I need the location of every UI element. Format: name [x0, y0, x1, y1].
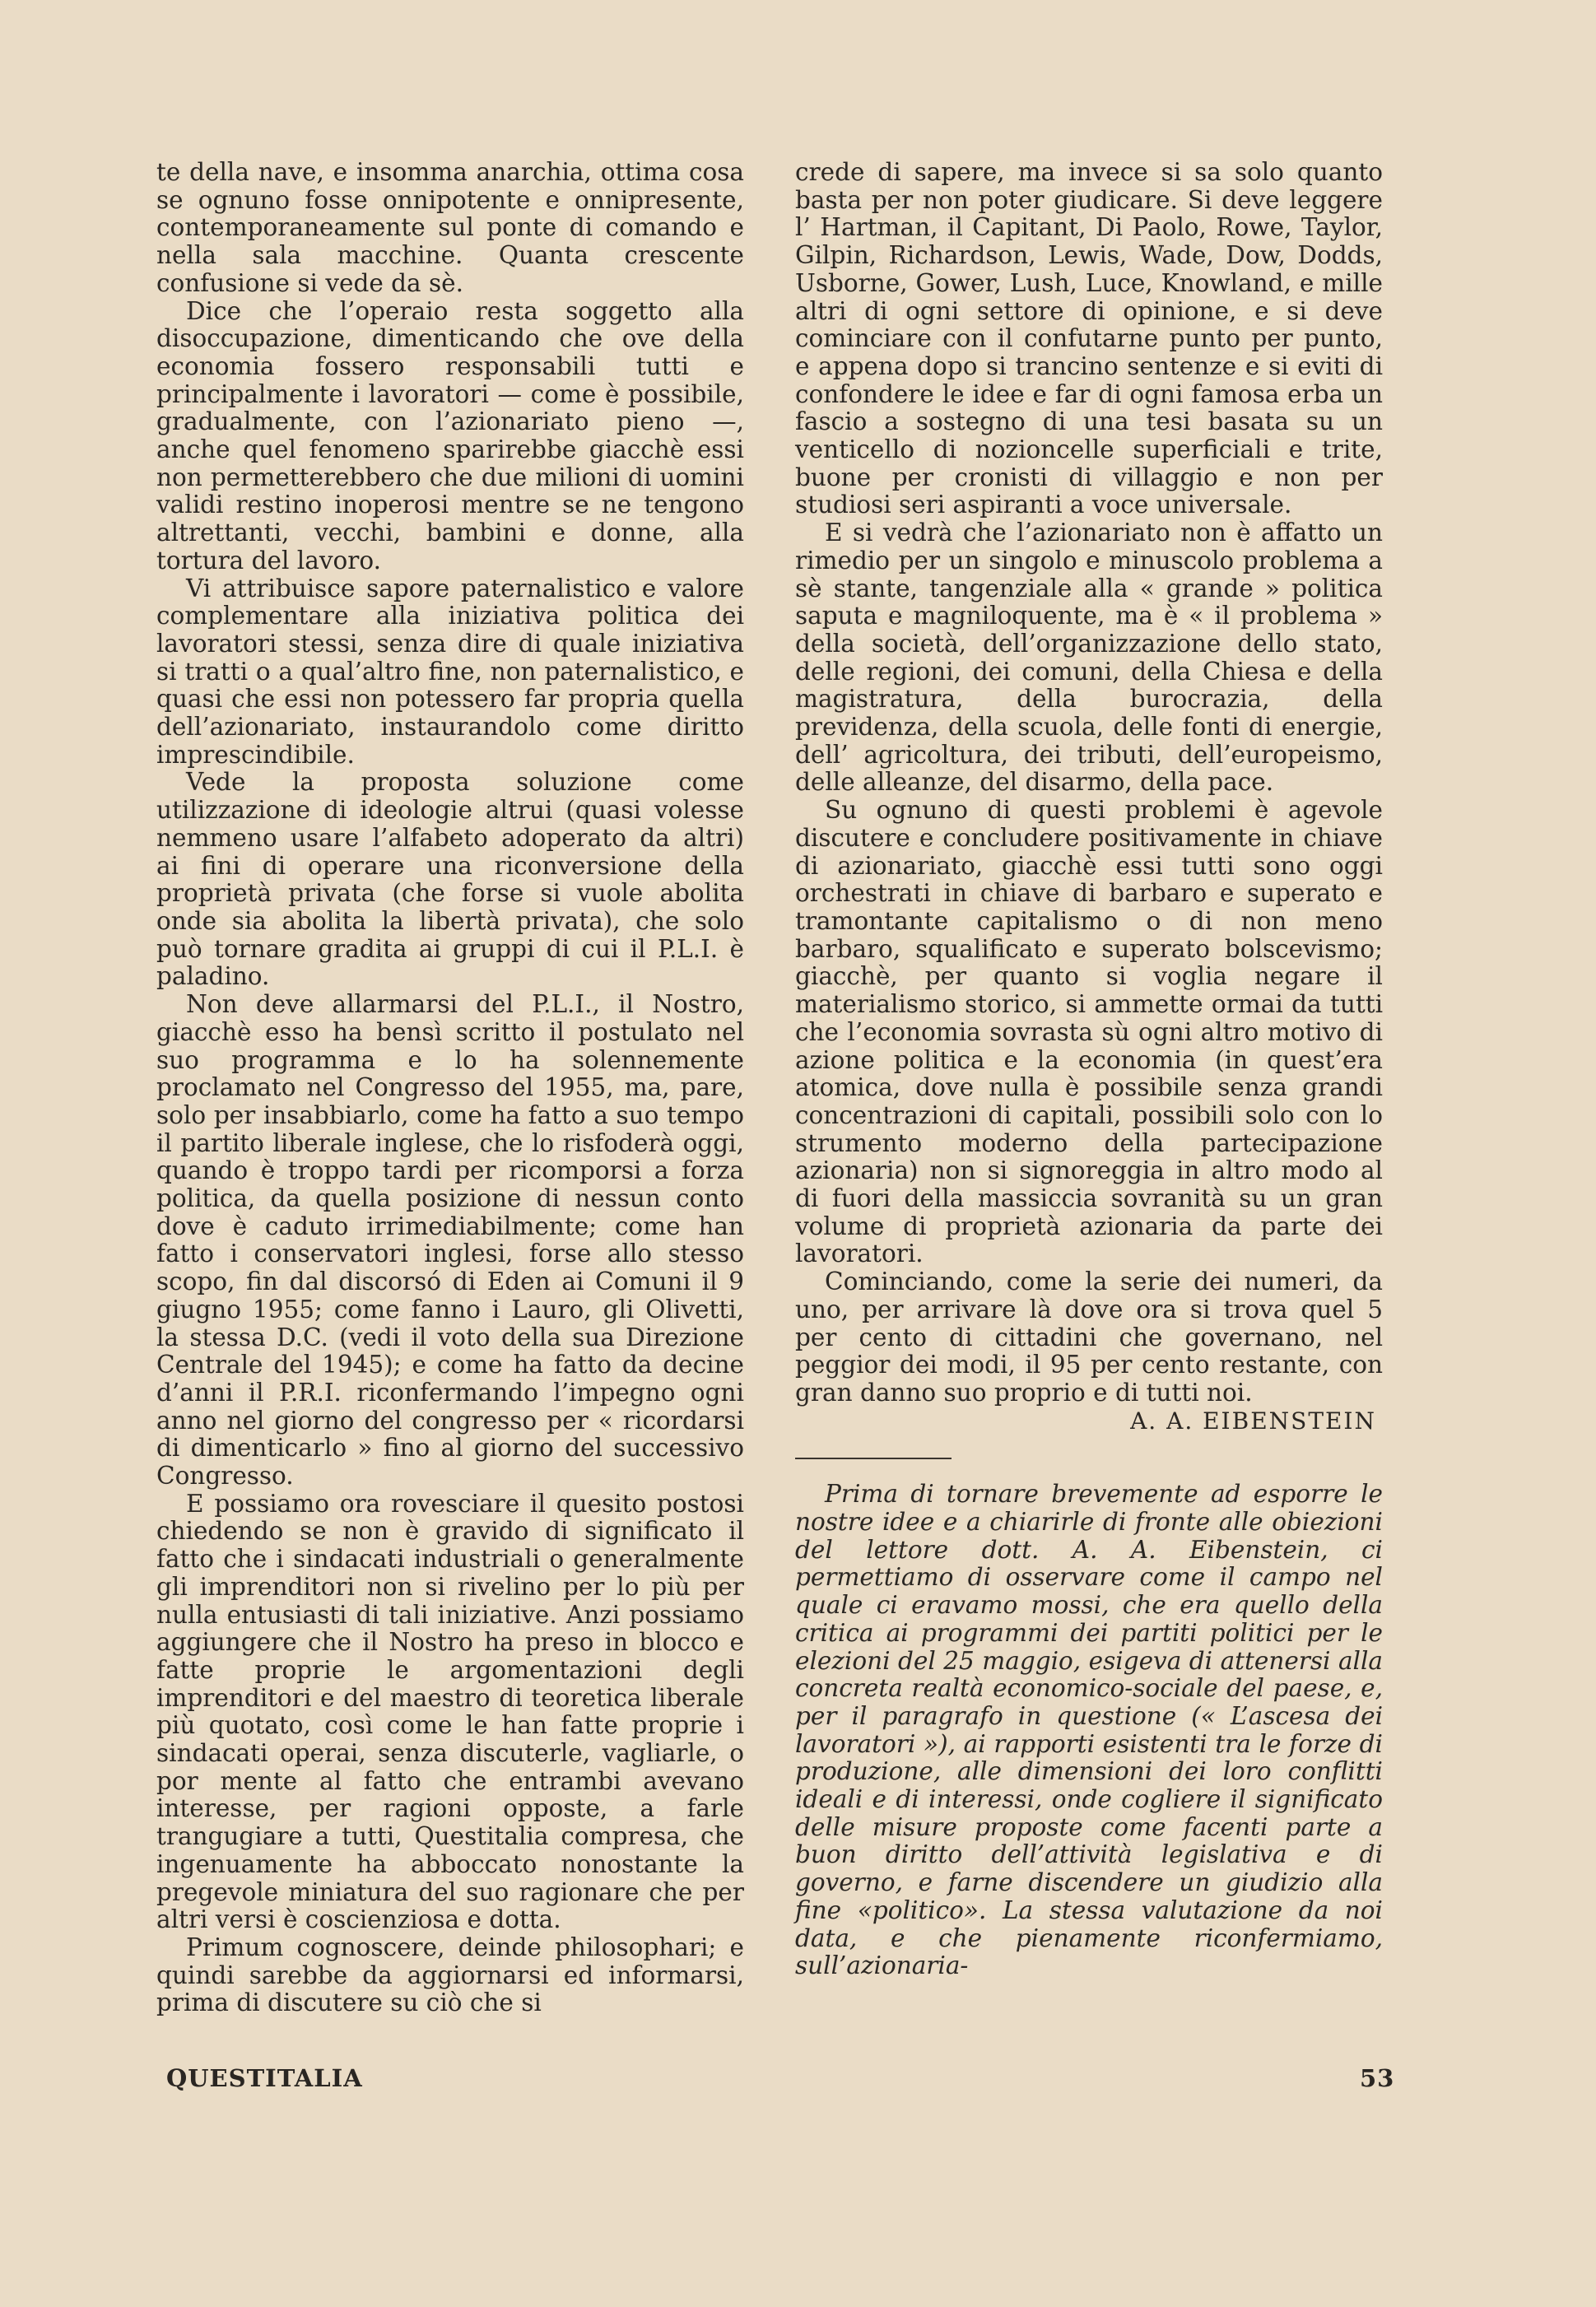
- editorial-note-text: Prima di tornare brevemente ad esporre le nostre idee e a chiarirle di fronte alle obiezioni del lettore dott. A. A. Eibenstein, ci permettiamo di osservare come il campo nel quale ci eravamo mossi, che era quello della critica ai programmi dei partiti politici per le elezioni del 25 maggio, esigeva di attenersi alla concreta realtà economico-sociale del paese, e, per il paragrafo in questione (« L’ascesa dei lavoratori »), ai rapporti esistenti tra le forze di produzione, alle dimensioni dei loro conflitti ideali e di interessi, onde cogliere il significato delle misure proposte come facenti parte a buon diritto dell’attività legislativa e di governo, e farne discendere un giudizio alla fine «politico». La stessa valutazione da noi data, e che pienamente riconfermiamo, sull’azionaria-: [795, 1480, 1383, 1980]
- paragraph: te della nave, e insomma anarchia, ottima cosa se ognuno fosse onnipotente e onnipresente, contemporaneamente sul ponte di comando e nella sala macchine. Quanta crescente confusione si vede da sè.: [156, 158, 744, 297]
- paragraph: crede di sapere, ma invece si sa solo quanto basta per non poter giudicare. Si deve leggere l’ Hartman, il Capitant, Di Paolo, Rowe, Taylor, Gilpin, Richardson, Lewis, Wade, Dow, Dodds, Usborne, Gower, Lush, Luce, Knowland, e mille altri di ogni settore di opinione, e si deve cominciare con il confutarne punto per punto, e appena dopo si trancino sentenze e si eviti di confondere le idee e far di ogni famosa erba un fascio a sostegno di una tesi basata su un venticello di nozioncelle superficiali e trite, buone per cronisti di villaggio e non per studiosi seri aspiranti a voce universale.: [795, 158, 1383, 519]
- paragraph: Dice che l’operaio resta soggetto alla disoccupazione, dimenticando che ove della economia fossero responsabili tutti e principalmente i lavoratori — come è possibile, gradualmente, con l’azionariato pieno —, anche quel fenomeno sparirebbe giacchè essi non permetterebbero che due milioni di uomini validi restino inoperosi mentre se ne tengono altrettanti, vecchi, bambini e donne, alla tortura del lavoro.: [156, 296, 744, 574]
- paragraph: Non deve allarmarsi del P.L.I., il Nostro, giacchè esso ha bensì scritto il postulato nel suo programma e lo ha solennemente proclamato nel Congresso del 1955, ma, pare, solo per insabbiarlo, come ha fatto a suo tempo il partito liberale inglese, che lo risfoderà oggi, quando è troppo tardi per ricomporsi a forza politica, da quella posizione di nessun conto dove è caduto irrimediabilmente; come han fatto i conservatori inglesi, forse allo stesso scopo, fin dal discorsó di Eden ai Comuni il 9 giugno 1955; come fanno i Lauro, gli Olivetti, la stessa D.C. (vedi il voto della sua Direzione Centrale del 1945); e come ha fatto da decine d’anni il P.R.I. riconfermando l’impegno ogni anno nel giorno del congresso per « ricordarsi di dimenticarlo » fino al giorno del successivo Congresso.: [156, 990, 744, 1491]
- paragraph: Su ognuno di questi problemi è agevole discutere e concludere positivamente in chiave di azionariato, giacchè essi tutti sono oggi orchestrati in chiave di barbaro e superato e tramontante capitalismo o di non meno barbaro, squalificato e superato bolscevismo; giacchè, per quanto si voglia negare il materialismo storico, si ammette ormai da tutti che l’economia sovrasta sù ogni altro motivo di azione politica e la economia (in quest’era atomica, dove nulla è possibile senza grandi concentrazioni di capitali, possibili solo con lo strumento moderno della partecipazione azionaria) non si signoreggia in altro modo al di fuori della massiccia sovranità su un gran volume di proprietà azionaria da parte dei lavoratori.: [795, 796, 1383, 1268]
- author-signature: A. A. EIBENSTEIN: [1130, 1407, 1376, 1435]
- page-number: 53: [1360, 2064, 1395, 2092]
- paragraph: Primum cognoscere, deinde philosophari; e quindi sarebbe da aggiornarsi ed informarsi, prima di discutere su ciò che si: [156, 1933, 744, 2017]
- journal-name: QUESTITALIA: [166, 2064, 363, 2092]
- left-column: [156, 159, 744, 2017]
- paragraph: E possiamo ora rovesciare il quesito postosi chiedendo se non è gravido di significato il fatto che i sindacati industriali o generalmente gli imprenditori non si rivelino per lo più per nulla entusiasti di tali iniziative. Anzi possiamo aggiungere che il Nostro ha preso in blocco e fatte proprie le argomentazioni degli imprenditori e del maestro di teoretica liberale più quotato, così come le han fatte proprie i sindacati operai, senza discuterle, vagliarle, o por mente al fatto che entrambi avevano interesse, per ragioni opposte, a farle trangugiare a tutti, Questitalia compresa, che ingenuamente ha abboccato nonostante la pregevole miniatura del suo ragionare che per altri versi è coscienziosa e dotta.: [156, 1489, 744, 1934]
- paragraph: Cominciando, come la serie dei numeri, da uno, per arrivare là dove ora si trova quel 5 per cento di cittadini che governano, nel peggior dei modi, il 95 per cento restante, con gran danno suo proprio e di tutti noi.: [795, 1267, 1383, 1407]
- paragraph: Vi attribuisce sapore paternalistico e valore complementare alla iniziativa politica dei lavoratori stessi, senza dire di quale iniziativa si tratti o a qual’altro fine, non paternalistico, e quasi che essi non potessero far propria quella dell’azionariato, instaurandolo come diritto imprescindibile.: [156, 574, 744, 769]
- paragraph: E si vedrà che l’azionariato non è affatto un rimedio per un singolo e minuscolo problema a sè stante, tangenziale alla « grande » politica saputa e magniloquente, ma è « il problema » della società, dell’organizzazione dello stato, delle regioni, dei comuni, della Chiesa e della magistratura, della burocrazia, della previdenza, della scuola, delle fonti di energie, dell’ agricoltura, dei tributi, dell’europeismo, delle alleanze, del disarmo, della pace.: [795, 519, 1383, 797]
- editorial-note: [795, 1481, 1383, 1980]
- divider: [795, 1458, 952, 1459]
- paragraph: Vede la proposta soluzione come utilizzazione di ideologie altrui (quasi volesse nemmeno usare l’alfabeto adoperato da altri) ai fini di operare una riconversione della proprietà privata (che forse si vuole abolita onde sia abolita la libertà privata), che solo può tornare gradita ai gruppi di cui il P.L.I. è paladino.: [156, 768, 744, 991]
- right-column: [795, 159, 1383, 1980]
